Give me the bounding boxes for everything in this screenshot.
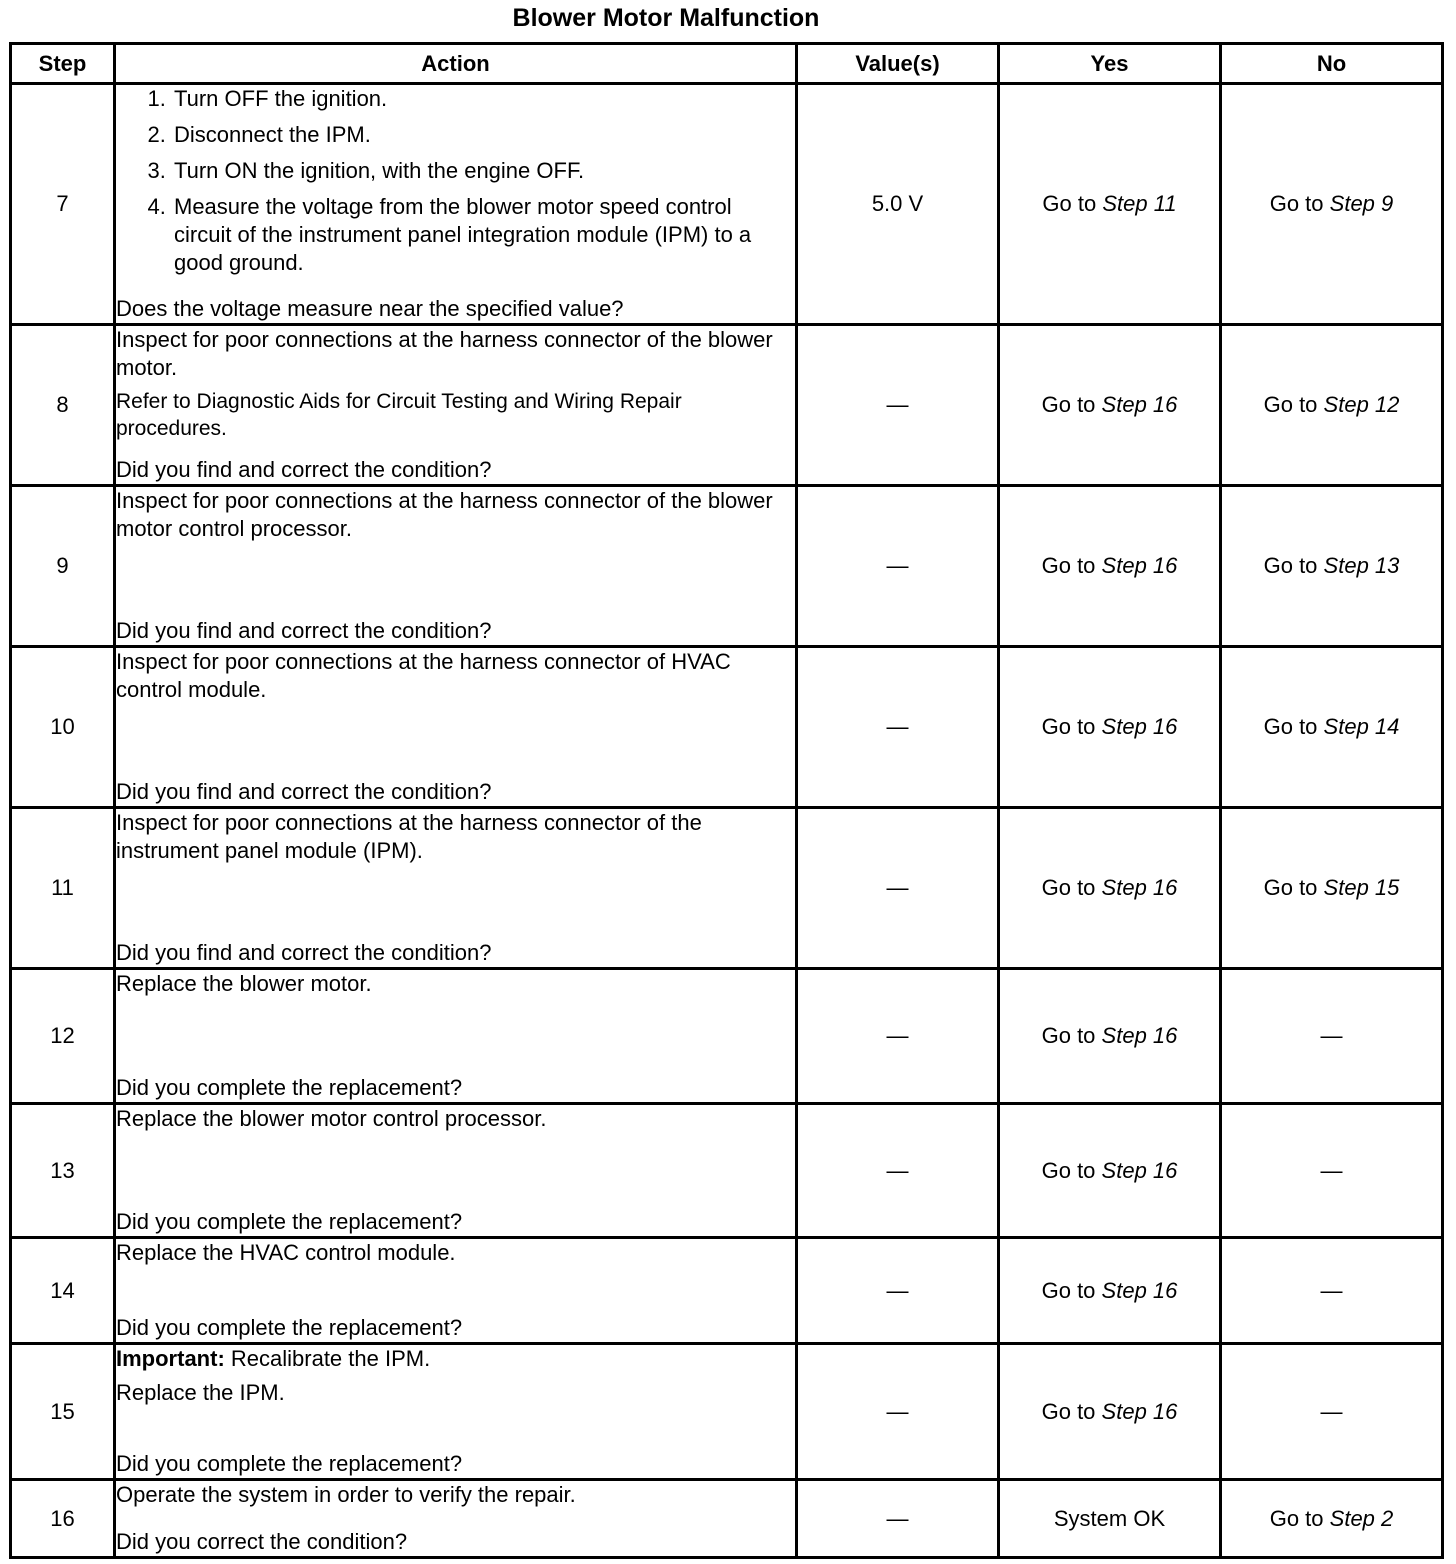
goto-prefix: Go to	[1269, 1505, 1324, 1531]
table-row	[11, 1480, 1443, 1558]
action-content	[116, 1345, 795, 1478]
instruction-list	[116, 85, 795, 277]
value-cell: —	[797, 1480, 999, 1558]
goto-prefix: Go to	[1041, 1157, 1096, 1183]
diagnostic-table	[9, 42, 1444, 1559]
goto-step-ref: Step 16	[1101, 553, 1178, 578]
header-row	[11, 44, 1443, 84]
instruction-item: 3. Turn ON the ignition, with the engine OFF.	[172, 157, 795, 185]
value-cell: —	[797, 808, 999, 969]
goto-step-ref: Step 16	[1101, 392, 1178, 417]
step-number: 13	[11, 1104, 115, 1238]
action-cell	[115, 325, 797, 486]
instruction-text: Replace the IPM.	[116, 1380, 285, 1405]
action-instructions	[116, 1105, 795, 1139]
goto-prefix: Go to	[1041, 714, 1096, 739]
no-cell: —	[1221, 969, 1443, 1104]
header-step: Step	[11, 44, 115, 84]
yes-cell	[999, 1104, 1221, 1238]
goto-prefix: Go to	[1263, 392, 1318, 417]
action-question: Did you complete the replacement?	[116, 1209, 463, 1234]
action-content	[116, 326, 795, 484]
action-question: Did you find and correct the condition?	[116, 618, 492, 643]
action-instructions	[116, 648, 795, 710]
goto-step-ref: Step 11	[1102, 191, 1177, 216]
yes-cell	[999, 1344, 1221, 1480]
instruction-text: Inspect for poor connections at the harness connector of the blower motor control processor.	[116, 488, 773, 541]
action-question: Did you find and correct the condition?	[116, 940, 492, 965]
instruction-text: Replace the HVAC control module.	[116, 1240, 456, 1265]
goto-step-ref: Step 2	[1329, 1505, 1394, 1531]
goto-prefix: Go to	[1263, 553, 1318, 578]
action-cell	[115, 1104, 797, 1238]
step-number: 14	[11, 1238, 115, 1344]
instruction-text: Inspect for poor connections at the harness connector of the blower motor.	[116, 327, 773, 380]
no-cell	[1221, 1480, 1443, 1558]
goto-prefix: Go to	[1041, 1277, 1096, 1303]
goto-prefix: Go to	[1041, 392, 1096, 417]
instruction-item: 4. Measure the voltage from the blower motor speed control circuit of the instrument panel integration module (IPM) to a good ground.	[172, 193, 795, 277]
no-cell	[1221, 486, 1443, 647]
goto-step-ref: Step 16	[1101, 1277, 1178, 1303]
action-question: Did you complete the replacement?	[116, 1075, 463, 1100]
no-cell	[1221, 325, 1443, 486]
action-cell	[115, 647, 797, 808]
table-row	[11, 325, 1443, 486]
action-question: Did you complete the replacement?	[116, 1451, 463, 1476]
value-cell: —	[797, 325, 999, 486]
value-cell: 5.0 V	[797, 84, 999, 325]
goto-prefix: Go to	[1041, 553, 1096, 578]
action-instructions	[116, 809, 795, 871]
value-cell: —	[797, 969, 999, 1104]
action-instructions	[116, 1239, 795, 1273]
yes-cell	[999, 84, 1221, 325]
header-no: No	[1221, 44, 1443, 84]
yes-cell	[999, 647, 1221, 808]
no-cell	[1221, 647, 1443, 808]
yes-cell	[999, 325, 1221, 486]
step-number: 16	[11, 1480, 115, 1558]
value-cell: —	[797, 1104, 999, 1238]
no-cell: —	[1221, 1344, 1443, 1480]
value-cell: —	[797, 1238, 999, 1344]
step-number: 8	[11, 325, 115, 486]
action-content	[116, 970, 795, 1102]
instruction-text: Refer to Diagnostic Aids for Circuit Testing and Wiring Repair procedures.	[116, 390, 682, 440]
no-cell	[1221, 808, 1443, 969]
action-content	[116, 1239, 795, 1342]
step-number: 15	[11, 1344, 115, 1480]
action-content	[116, 1481, 795, 1556]
action-cell	[115, 1344, 797, 1480]
goto-prefix: Go to	[1041, 1023, 1096, 1048]
action-instructions	[116, 487, 795, 549]
goto-step-ref: Step 16	[1101, 1398, 1178, 1424]
yes-cell	[999, 486, 1221, 647]
goto-step-ref: Step 14	[1323, 714, 1400, 739]
action-cell	[115, 1480, 797, 1558]
action-content	[116, 809, 795, 967]
important-text: Recalibrate the IPM.	[230, 1346, 431, 1371]
value-cell: —	[797, 1344, 999, 1480]
table-row	[11, 84, 1443, 325]
action-cell	[115, 84, 797, 325]
table-row	[11, 1344, 1443, 1480]
goto-step-ref: Step 13	[1323, 553, 1400, 578]
table-row	[11, 1238, 1443, 1344]
action-instructions	[116, 1481, 795, 1515]
goto-prefix: Go to	[1041, 1398, 1096, 1424]
action-instructions	[116, 1345, 795, 1413]
action-question: Does the voltage measure near the specified value?	[116, 296, 624, 321]
goto-step-ref: Step 16	[1101, 1023, 1178, 1048]
instruction-item: 1. Turn OFF the ignition.	[172, 85, 795, 113]
action-cell	[115, 486, 797, 647]
goto-prefix: Go to	[1042, 191, 1097, 216]
step-number: 7	[11, 84, 115, 325]
table-row	[11, 647, 1443, 808]
step-number: 9	[11, 486, 115, 647]
action-question: Did you find and correct the condition?	[116, 779, 492, 804]
header-values: Value(s)	[797, 44, 999, 84]
table-row	[11, 808, 1443, 969]
action-content	[116, 487, 795, 645]
action-cell	[115, 1238, 797, 1344]
goto-step-ref: Step 16	[1101, 1157, 1178, 1183]
action-instructions	[116, 326, 795, 448]
instruction-item: 2. Disconnect the IPM.	[172, 121, 795, 149]
instruction-text: Inspect for poor connections at the harness connector of the instrument panel module (IPM).	[116, 810, 702, 863]
action-cell	[115, 808, 797, 969]
important-label: Important:	[116, 1346, 225, 1371]
step-number: 10	[11, 647, 115, 808]
goto-prefix: Go to	[1263, 714, 1318, 739]
table-row	[11, 486, 1443, 647]
value-cell: —	[797, 647, 999, 808]
goto-step-ref: Step 15	[1323, 875, 1400, 900]
yes-cell	[999, 1238, 1221, 1344]
action-content	[116, 85, 795, 323]
goto-prefix: Go to	[1269, 191, 1324, 216]
important-note	[116, 1345, 795, 1373]
goto-step-ref: Step 16	[1101, 714, 1178, 739]
value-cell: —	[797, 486, 999, 647]
no-cell	[1221, 84, 1443, 325]
goto-step-ref: Step 16	[1101, 875, 1178, 900]
step-number: 12	[11, 969, 115, 1104]
yes-cell	[999, 808, 1221, 969]
yes-cell	[999, 969, 1221, 1104]
action-question: Did you correct the condition?	[116, 1529, 408, 1554]
yes-cell: System OK	[999, 1480, 1221, 1558]
step-number: 11	[11, 808, 115, 969]
no-cell: —	[1221, 1238, 1443, 1344]
goto-step-ref: Step 12	[1323, 392, 1400, 417]
instruction-text: Inspect for poor connections at the harness connector of HVAC control module.	[116, 649, 731, 702]
no-cell: —	[1221, 1104, 1443, 1238]
action-content	[116, 648, 795, 806]
goto-step-ref: Step 9	[1329, 191, 1394, 216]
table-row	[11, 1104, 1443, 1238]
action-instructions	[116, 970, 795, 1004]
table-row	[11, 969, 1443, 1104]
header-yes: Yes	[999, 44, 1221, 84]
instruction-text: Operate the system in order to verify the repair.	[116, 1482, 576, 1507]
action-question: Did you find and correct the condition?	[116, 457, 492, 482]
instruction-text: Replace the blower motor control processor.	[116, 1106, 547, 1131]
action-question: Did you complete the replacement?	[116, 1315, 463, 1340]
action-cell	[115, 969, 797, 1104]
action-content	[116, 1105, 795, 1236]
instruction-text: Replace the blower motor.	[116, 971, 372, 996]
page-title: Blower Motor Malfunction	[512, 4, 820, 32]
header-action: Action	[115, 44, 797, 84]
goto-prefix: Go to	[1041, 875, 1096, 900]
table-body	[11, 84, 1443, 1558]
action-instructions	[116, 85, 795, 285]
goto-prefix: Go to	[1263, 875, 1318, 900]
